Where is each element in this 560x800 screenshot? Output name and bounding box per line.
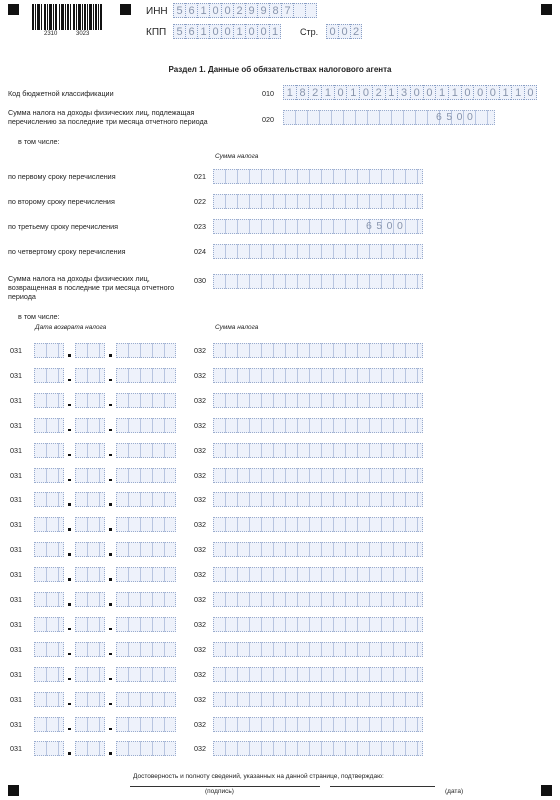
- line020-value: 6500: [436, 111, 478, 123]
- char-cell: 1: [197, 24, 209, 39]
- term-amount-field[interactable]: [213, 194, 423, 209]
- signature-caption: (подпись): [205, 788, 234, 795]
- char-cell: 3: [397, 85, 410, 100]
- return-sum-code: 032: [194, 595, 206, 604]
- corner-marker-top-left: [8, 4, 19, 15]
- return-month-field[interactable]: [75, 667, 105, 682]
- return-day-field[interactable]: [34, 517, 64, 532]
- return-date-code: 031: [10, 545, 22, 555]
- char-cell: 2: [350, 24, 362, 39]
- return-sum-code: 032: [194, 495, 206, 505]
- return-day-field[interactable]: [34, 492, 64, 507]
- return-sum-code: 032: [194, 545, 206, 555]
- return-day-field[interactable]: [34, 443, 64, 458]
- return-month-field[interactable]: [75, 418, 105, 433]
- return-sum-field[interactable]: [213, 542, 423, 557]
- return-month-field[interactable]: [75, 492, 105, 507]
- kbk-field[interactable]: [283, 85, 537, 100]
- return-month-field[interactable]: [75, 741, 105, 756]
- char-cell: 6: [185, 24, 197, 39]
- date-separator-dot: [109, 603, 112, 606]
- return-date-code: 031: [10, 445, 22, 455]
- return-year-field[interactable]: [116, 393, 176, 408]
- term-amount-value: 6500: [366, 220, 408, 232]
- line030-field[interactable]: [213, 274, 423, 289]
- return-date-code: 031: [10, 694, 22, 704]
- return-sum-field[interactable]: [213, 667, 423, 682]
- return-sum-code: 032: [194, 744, 206, 754]
- return-date-code: 031: [10, 520, 22, 530]
- return-year-field[interactable]: [116, 642, 176, 657]
- inn-field[interactable]: [173, 3, 317, 18]
- return-day-field[interactable]: [34, 741, 64, 756]
- term-amount-field[interactable]: [213, 169, 423, 184]
- return-date-code: 031: [10, 495, 22, 505]
- date-separator-dot: [109, 429, 112, 432]
- return-date-code: 031: [10, 570, 22, 580]
- return-sum-field[interactable]: [213, 692, 423, 707]
- date-separator-dot: [68, 578, 71, 581]
- date-separator-dot: [68, 503, 71, 506]
- char-cell: 0: [524, 85, 537, 100]
- return-year-field[interactable]: [116, 418, 176, 433]
- date-separator-dot: [109, 404, 112, 407]
- date-separator-dot: [109, 628, 112, 631]
- return-day-field[interactable]: [34, 642, 64, 657]
- return-sum-code: 032: [194, 619, 206, 629]
- date-separator-dot: [68, 752, 71, 755]
- return-month-field[interactable]: [75, 642, 105, 657]
- return-date-code: 031: [10, 395, 22, 405]
- return-sum-code: 032: [194, 470, 206, 480]
- signature-line[interactable]: [130, 786, 320, 787]
- line020-code: 020: [262, 115, 274, 124]
- char-cell: 1: [499, 85, 512, 100]
- return-day-field[interactable]: [34, 717, 64, 732]
- date-separator-dot: [68, 603, 71, 606]
- return-sum-field[interactable]: [213, 418, 423, 433]
- return-day-field[interactable]: [34, 542, 64, 557]
- char-cell: 0: [221, 24, 233, 39]
- return-day-field[interactable]: [34, 468, 64, 483]
- date-separator-dot: [109, 578, 112, 581]
- date-separator-dot: [109, 454, 112, 457]
- date-separator-dot: [68, 354, 71, 357]
- barcode-image: [32, 4, 102, 30]
- char-cell: 0: [257, 24, 269, 39]
- return-day-field[interactable]: [34, 617, 64, 632]
- return-sum-code: 032: [194, 445, 206, 455]
- char-cell: 1: [269, 24, 281, 39]
- date-separator-dot: [68, 553, 71, 556]
- date-separator-dot: [109, 379, 112, 382]
- return-year-field[interactable]: [116, 343, 176, 358]
- term-label: по третьему сроку перечисления: [8, 222, 119, 231]
- date-separator-dot: [109, 528, 112, 531]
- char-cell: 1: [321, 85, 334, 100]
- including-label-2: в том числе:: [18, 312, 60, 321]
- corner-marker-bottom-left: [8, 785, 19, 796]
- return-date-code: 031: [10, 619, 22, 629]
- kpp-label: КПП: [146, 27, 167, 38]
- return-day-field[interactable]: [34, 368, 64, 383]
- return-year-field[interactable]: [116, 517, 176, 532]
- return-sum-field[interactable]: [213, 343, 423, 358]
- return-year-field[interactable]: [116, 492, 176, 507]
- char-cell: 8: [269, 3, 281, 18]
- return-sum-field[interactable]: [213, 567, 423, 582]
- return-sum-field[interactable]: [213, 443, 423, 458]
- return-day-field[interactable]: [34, 692, 64, 707]
- kbk-label: Код бюджетной классификации: [8, 89, 114, 98]
- return-sum-field[interactable]: [213, 642, 423, 657]
- date-separator-dot: [109, 728, 112, 731]
- date-separator-dot: [109, 703, 112, 706]
- return-month-field[interactable]: [75, 592, 105, 607]
- char-cell: 1: [197, 3, 209, 18]
- char-cell: 2: [308, 85, 321, 100]
- char-cell: 5: [173, 24, 185, 39]
- return-sum-code: 032: [194, 420, 206, 430]
- char-cell: 0: [326, 24, 338, 39]
- return-date-code: 031: [10, 346, 22, 355]
- char-cell: 0: [245, 24, 257, 39]
- line020-label: Сумма налога на доходы физических лиц, подлежащая перечислению за последние три месяца отчетного периода: [8, 108, 208, 126]
- return-sum-field[interactable]: [213, 492, 423, 507]
- barcode-number-right: 3023: [76, 31, 90, 37]
- char-cell: 0: [461, 85, 474, 100]
- term-label: по четвертому сроку перечисления: [8, 247, 126, 256]
- date-separator-dot: [68, 528, 71, 531]
- corner-marker-top-mid: [120, 4, 131, 15]
- char-cell: 0: [423, 85, 436, 100]
- return-year-field[interactable]: [116, 468, 176, 483]
- line030-code: 030: [194, 276, 206, 285]
- char-cell: 9: [245, 3, 257, 18]
- return-day-field[interactable]: [34, 667, 64, 682]
- date-separator-dot: [109, 553, 112, 556]
- char-cell: 7: [281, 3, 293, 18]
- return-sum-code: 032: [194, 570, 206, 580]
- date-separator-dot: [68, 429, 71, 432]
- char-cell: 0: [338, 24, 350, 39]
- char-cell: [293, 3, 305, 18]
- return-day-field[interactable]: [34, 592, 64, 607]
- char-cell: 1: [448, 85, 461, 100]
- section-title: Раздел 1. Данные об обязательствах налогового агента: [168, 65, 392, 74]
- tax-sum-header-1: Сумма налога: [215, 153, 259, 160]
- date-separator-dot: [109, 503, 112, 506]
- return-year-field[interactable]: [116, 542, 176, 557]
- char-cell: 9: [257, 3, 269, 18]
- return-sum-field[interactable]: [213, 717, 423, 732]
- char-cell: 1: [346, 85, 359, 100]
- char-cell: 0: [359, 85, 372, 100]
- return-year-field[interactable]: [116, 443, 176, 458]
- page-number-field[interactable]: [326, 24, 362, 39]
- return-sum-field[interactable]: [213, 368, 423, 383]
- line030-label: Сумма налога на доходы физических лиц, возвращенная в последние три месяца отчетного периода: [8, 274, 175, 301]
- char-cell: 1: [233, 24, 245, 39]
- char-cell: 0: [334, 85, 347, 100]
- date-separator-dot: [109, 479, 112, 482]
- char-cell: 8: [296, 85, 309, 100]
- barcode-number-left: 2310: [44, 31, 58, 37]
- return-day-field[interactable]: [34, 343, 64, 358]
- including-label-1: в том числе:: [18, 137, 60, 146]
- date-separator-dot: [109, 752, 112, 755]
- return-date-code: 031: [10, 744, 22, 754]
- return-year-field[interactable]: [116, 617, 176, 632]
- char-cell: 6: [185, 3, 197, 18]
- return-sum-field[interactable]: [213, 517, 423, 532]
- return-date-code: 031: [10, 669, 22, 679]
- return-year-field[interactable]: [116, 717, 176, 732]
- return-sum-field[interactable]: [213, 617, 423, 632]
- corner-marker-bottom-right: [541, 785, 552, 796]
- date-line[interactable]: [330, 786, 435, 787]
- char-cell: 1: [385, 85, 398, 100]
- tax-sum-header-2: Сумма налога: [215, 324, 259, 331]
- inn-label: ИНН: [146, 6, 168, 17]
- char-cell: 0: [221, 3, 233, 18]
- return-month-field[interactable]: [75, 617, 105, 632]
- date-separator-dot: [68, 479, 71, 482]
- return-year-field[interactable]: [116, 567, 176, 582]
- return-date-code: 031: [10, 420, 22, 430]
- return-date-code: 031: [10, 719, 22, 729]
- return-date-header: Дата возврата налога: [35, 324, 107, 331]
- page-label: Стр.: [300, 27, 319, 37]
- return-day-field[interactable]: [34, 567, 64, 582]
- char-cell: 0: [209, 3, 221, 18]
- return-sum-code: 032: [194, 520, 206, 530]
- date-separator-dot: [68, 628, 71, 631]
- return-year-field[interactable]: [116, 592, 176, 607]
- return-date-code: 031: [10, 470, 22, 480]
- date-separator-dot: [68, 678, 71, 681]
- kpp-field[interactable]: [173, 24, 281, 39]
- term-label: по первому сроку перечисления: [8, 172, 116, 181]
- term-code: 023: [194, 222, 206, 231]
- return-month-field[interactable]: [75, 567, 105, 582]
- return-month-field[interactable]: [75, 692, 105, 707]
- return-sum-field[interactable]: [213, 741, 423, 756]
- return-year-field[interactable]: [116, 667, 176, 682]
- return-month-field[interactable]: [75, 468, 105, 483]
- term-label: по второму сроку перечисления: [8, 197, 115, 206]
- char-cell: 0: [209, 24, 221, 39]
- return-sum-code: 032: [194, 370, 206, 380]
- date-separator-dot: [68, 379, 71, 382]
- char-cell: 2: [372, 85, 385, 100]
- char-cell: 1: [435, 85, 448, 100]
- date-separator-dot: [68, 728, 71, 731]
- return-year-field[interactable]: [116, 741, 176, 756]
- return-date-code: 031: [10, 370, 22, 380]
- corner-marker-top-right: [541, 4, 552, 15]
- char-cell: 0: [486, 85, 499, 100]
- date-separator-dot: [109, 678, 112, 681]
- return-month-field[interactable]: [75, 368, 105, 383]
- return-sum-field[interactable]: [213, 393, 423, 408]
- date-separator-dot: [68, 653, 71, 656]
- char-cell: 2: [233, 3, 245, 18]
- return-month-field[interactable]: [75, 517, 105, 532]
- return-sum-field[interactable]: [213, 592, 423, 607]
- return-month-field[interactable]: [75, 717, 105, 732]
- return-sum-code: 032: [194, 346, 206, 355]
- date-separator-dot: [109, 354, 112, 357]
- return-sum-field[interactable]: [213, 468, 423, 483]
- date-caption: (дата): [445, 788, 464, 795]
- return-date-code: 031: [10, 595, 22, 604]
- char-cell: 0: [473, 85, 486, 100]
- return-month-field[interactable]: [75, 542, 105, 557]
- return-month-field[interactable]: [75, 343, 105, 358]
- char-cell: 1: [511, 85, 524, 100]
- return-sum-code: 032: [194, 644, 206, 654]
- return-sum-code: 032: [194, 719, 206, 729]
- term-code: 021: [194, 172, 206, 181]
- term-amount-field[interactable]: [213, 244, 423, 259]
- char-cell: 5: [173, 3, 185, 18]
- return-sum-code: 032: [194, 694, 206, 704]
- term-code: 022: [194, 197, 206, 206]
- char-cell: 1: [283, 85, 296, 100]
- return-year-field[interactable]: [116, 692, 176, 707]
- char-cell: 0: [410, 85, 423, 100]
- date-separator-dot: [68, 404, 71, 407]
- char-cell: [305, 3, 317, 18]
- return-month-field[interactable]: [75, 443, 105, 458]
- return-month-field[interactable]: [75, 393, 105, 408]
- return-day-field[interactable]: [34, 418, 64, 433]
- date-separator-dot: [68, 454, 71, 457]
- return-year-field[interactable]: [116, 368, 176, 383]
- date-separator-dot: [68, 703, 71, 706]
- kbk-code: 010: [262, 89, 274, 98]
- return-day-field[interactable]: [34, 393, 64, 408]
- date-separator-dot: [109, 653, 112, 656]
- return-date-code: 031: [10, 644, 22, 654]
- return-sum-code: 032: [194, 395, 206, 405]
- return-sum-code: 032: [194, 669, 206, 679]
- footer-confirmation: Достоверность и полноту сведений, указанных на данной странице, подтверждаю:: [133, 773, 384, 780]
- term-code: 024: [194, 247, 206, 256]
